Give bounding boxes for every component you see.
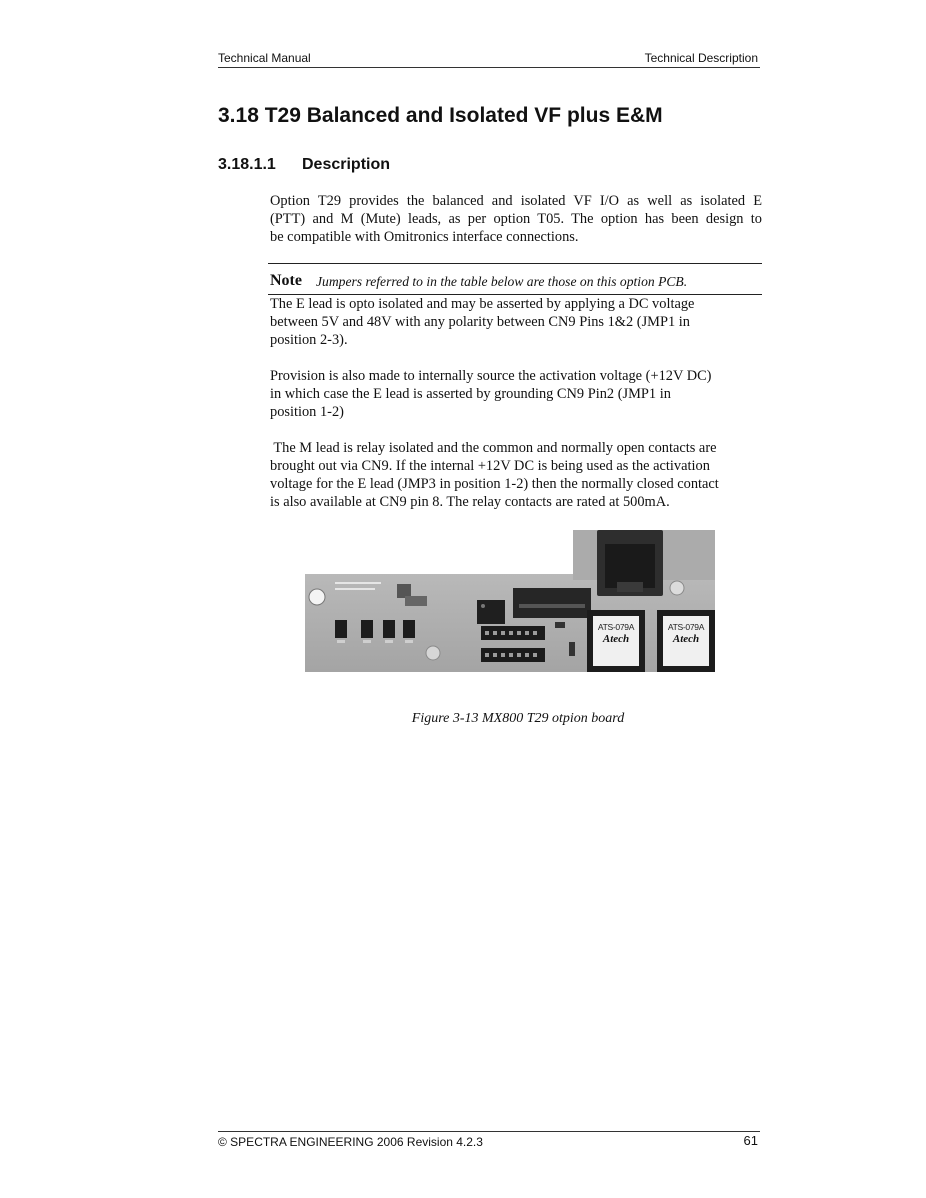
- subsection-heading: [218, 156, 390, 174]
- header-right: Technical Description: [644, 51, 758, 65]
- intro-line: be compatible with Omitronics interface connections.: [270, 229, 579, 245]
- subsection-title: Description: [302, 156, 391, 173]
- transformer-label-1: ATS-079A: [597, 622, 635, 632]
- subsection-number: 3.18.1.1: [218, 156, 276, 173]
- figure-caption: [0, 711, 926, 727]
- figure-caption-text: Figure 3-13 MX800 T29 otpion board: [411, 711, 625, 726]
- pcb-photo: [305, 524, 715, 674]
- transformer-label-2: ATS-079A: [667, 622, 705, 632]
- transformer-brand-2: Atech: [672, 633, 700, 645]
- note-label: Note: [270, 272, 302, 289]
- provision-line: Provision is also made to internally source the activation voltage (+12V DC): [270, 368, 712, 384]
- m-lead-line: The M lead is relay isolated and the common and normally open contacts are: [270, 440, 717, 456]
- note-box: [268, 263, 762, 295]
- provision-paragraph: [270, 367, 762, 421]
- provision-line: position 1-2): [270, 404, 344, 420]
- m-lead-paragraph: [270, 439, 762, 511]
- page-number: 61: [743, 1133, 758, 1148]
- header-left: Technical Manual: [218, 51, 311, 65]
- m-lead-line: voltage for the E lead (JMP3 in position 1-2) then the normally closed contact: [270, 476, 719, 492]
- e-lead-paragraph: [270, 295, 762, 349]
- e-lead-line: The E lead is opto isolated and may be asserted by applying a DC voltage: [270, 296, 695, 312]
- intro-line: (PTT) and M (Mute) leads, as per option T05. The option has been design to: [270, 211, 762, 227]
- page-footer: [218, 1131, 760, 1148]
- intro-paragraph: [270, 192, 762, 246]
- e-lead-line: position 2-3).: [270, 332, 348, 348]
- intro-line: Option T29 provides the balanced and isolated VF I/O as well as isolated E: [270, 193, 762, 209]
- transformer-brand-1: Atech: [602, 633, 630, 645]
- provision-line: in which case the E lead is asserted by grounding CN9 Pin2 (JMP1 in: [270, 386, 671, 402]
- note-text: Jumpers referred to in the table below are those on this option PCB.: [316, 274, 688, 289]
- page-header: [218, 50, 760, 68]
- e-lead-line: between 5V and 48V with any polarity between CN9 Pins 1&2 (JMP1 in: [270, 314, 690, 330]
- m-lead-line: is also available at CN9 pin 8. The relay contacts are rated at 500mA.: [270, 494, 670, 510]
- m-lead-line: brought out via CN9. If the internal +12V DC is being used as the activation: [270, 458, 710, 474]
- section-title: 3.18 T29 Balanced and Isolated VF plus E&M: [218, 104, 663, 127]
- footer-copyright: © SPECTRA ENGINEERING 2006 Revision 4.2.3: [218, 1135, 483, 1149]
